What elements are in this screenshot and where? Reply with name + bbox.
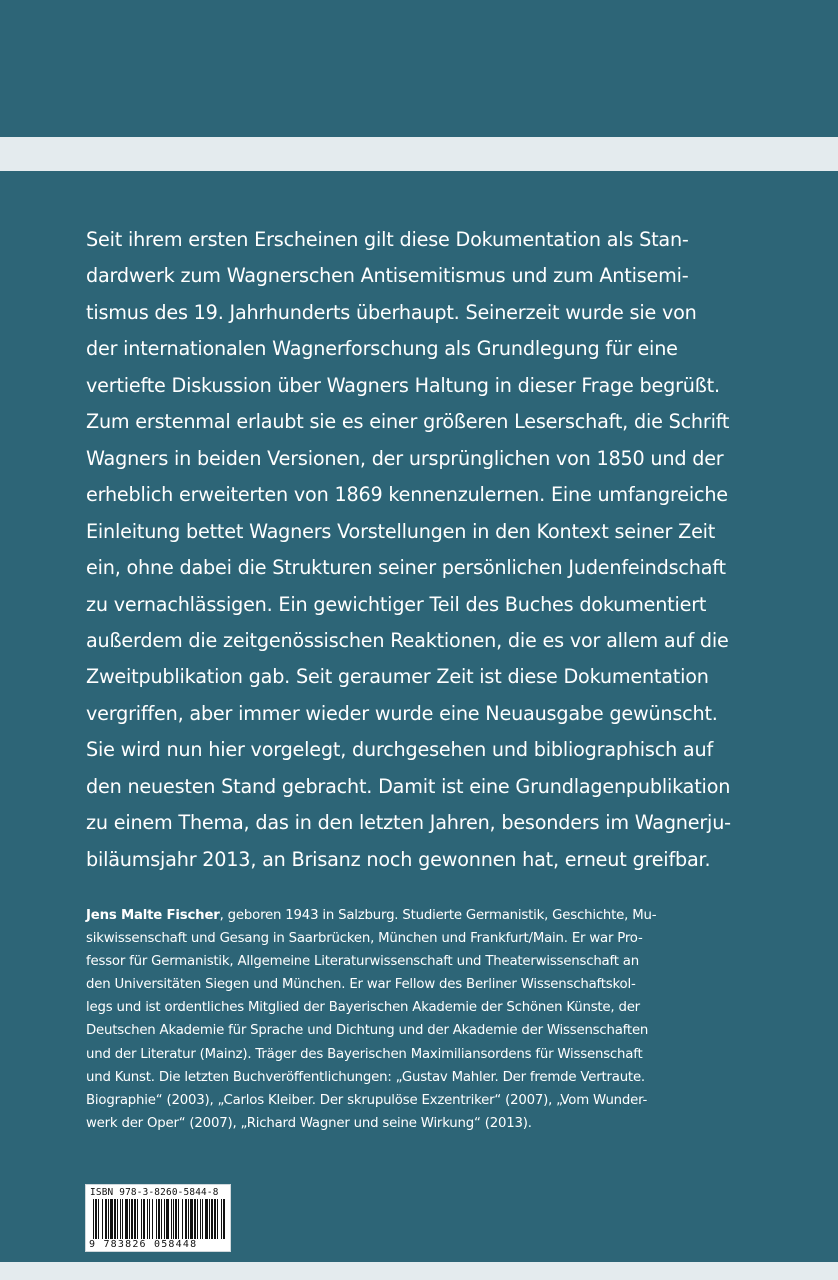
bio-line: und der Literatur (Mainz). Träger des Bayerischen Maximiliansordens für Wissenschaft — [86, 1046, 643, 1062]
author-name: Jens Malte Fischer — [86, 908, 220, 923]
blurb-text — [86, 222, 766, 878]
blurb-line: Sie wird nun hier vorgelegt, durchgesehen und bibliographisch auf — [86, 738, 713, 762]
blurb-line: tismus des 19. Jahrhunderts überhaupt. Seinerzeit wurde sie von — [86, 300, 697, 324]
blurb-line: zu einem Thema, das in den letzten Jahren, besonders im Wagnerju- — [86, 811, 731, 835]
blurb-line: der internationalen Wagnerforschung als Grundlegung für eine — [86, 337, 678, 361]
bottom-band — [0, 1262, 838, 1280]
bio-line: , geboren 1943 in Salzburg. Studierte Germanistik, Geschichte, Mu- — [219, 908, 657, 923]
bio-line: sikwissenschaft und Gesang in Saarbrücken, München und Frankfurt/Main. Er war Pro- — [86, 931, 643, 947]
bio-line: fessor für Germanistik, Allgemeine Literaturwissenschaft und Theaterwissenschaft an — [86, 954, 639, 970]
bio-line: Deutschen Akademie für Sprache und Dichtung und der Akademie der Wissenschaften — [86, 1023, 649, 1039]
author-bio — [86, 904, 766, 1135]
isbn-barcode — [85, 1184, 231, 1252]
top-band — [0, 137, 838, 171]
blurb-line: ein, ohne dabei die Strukturen seiner persönlichen Judenfeindschaft — [86, 556, 726, 580]
blurb-line: vergriffen, aber immer wieder wurde eine Neuausgabe gewünscht. — [86, 701, 718, 725]
barcode-bars-icon — [92, 1199, 226, 1239]
blurb-line: vertiefte Diskussion über Wagners Haltung in dieser Frage begrüßt. — [86, 373, 720, 397]
blurb-line: den neuesten Stand gebracht. Damit ist eine Grundlagenpublikation — [86, 774, 731, 798]
blurb-line: Zweitpublikation gab. Seit geraumer Zeit ist diese Dokumentation — [86, 665, 709, 689]
blurb-line: erheblich erweiterten von 1869 kennenzulernen. Eine umfangreiche — [86, 483, 728, 507]
bio-line: legs und ist ordentliches Mitglied der Bayerischen Akademie der Schönen Künste, der — [86, 1000, 640, 1016]
isbn-label: ISBN 978-3-8260-5844-8 — [90, 1187, 219, 1198]
ean-digits: 9 783826 058448 — [89, 1239, 198, 1250]
blurb-line: biläumsjahr 2013, an Brisanz noch gewonnen hat, erneut greifbar. — [86, 847, 711, 871]
bio-line: und Kunst. Die letzten Buchveröffentlichungen: „Gustav Mahler. Der fremde Vertraute. — [86, 1069, 645, 1085]
blurb-line: dardwerk zum Wagnerschen Antisemitismus und zum Antisemi- — [86, 264, 689, 288]
blurb-line: zu vernachlässigen. Ein gewichtiger Teil des Buches dokumentiert — [86, 592, 707, 616]
blurb-line: Wagners in beiden Versionen, der ursprünglichen von 1850 und der — [86, 446, 724, 470]
blurb-line: Zum erstenmal erlaubt sie es einer größeren Leserschaft, die Schrift — [86, 410, 730, 434]
bio-line: Biographie“ (2003), „Carlos Kleiber. Der skrupulöse Exzentriker“ (2007), „Vom Wunder- — [86, 1092, 648, 1108]
bio-line: werk der Oper“ (2007), „Richard Wagner und seine Wirkung“ (2013). — [86, 1115, 532, 1131]
blurb-line: Einleitung bettet Wagners Vorstellungen in den Kontext seiner Zeit — [86, 519, 716, 543]
blurb-line: außerdem die zeitgenössischen Reaktionen, die es vor allem auf die — [86, 628, 729, 652]
blurb-line: Seit ihrem ersten Erscheinen gilt diese Dokumentation als Stan- — [86, 228, 689, 251]
bio-line: den Universitäten Siegen und München. Er war Fellow des Berliner Wissenschaftskol- — [86, 977, 636, 993]
